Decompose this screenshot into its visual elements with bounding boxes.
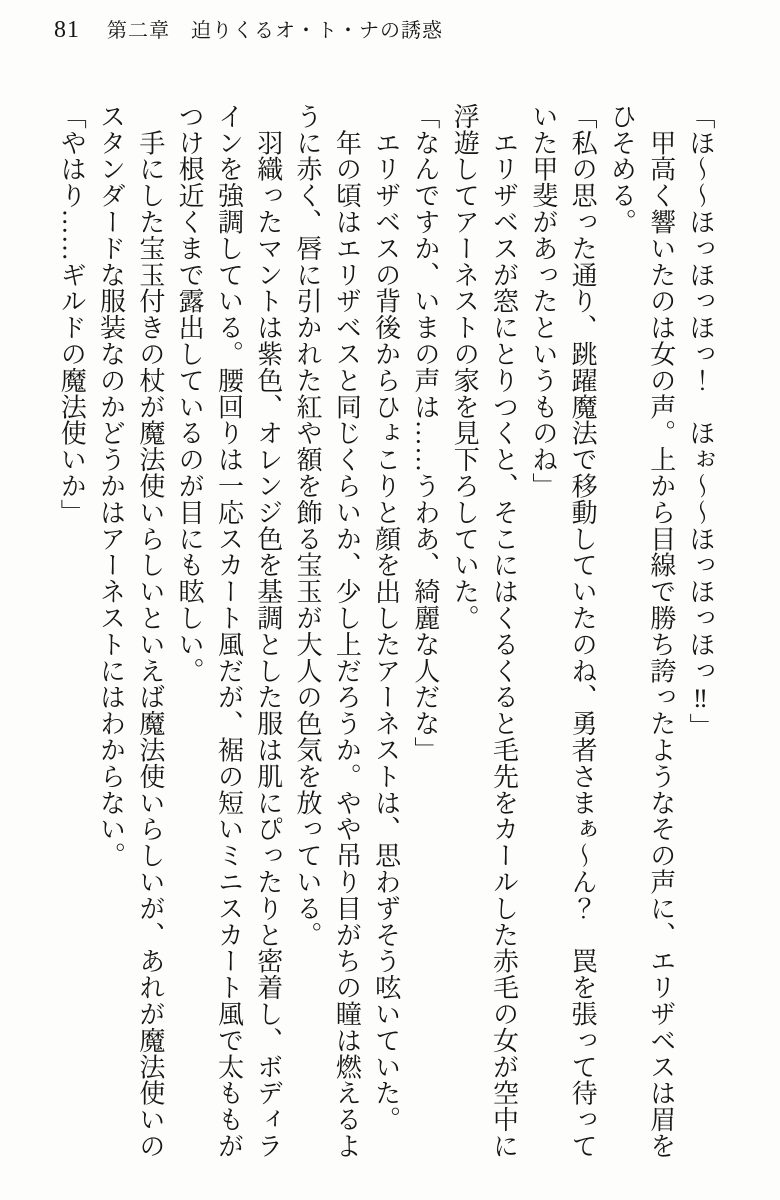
body-text	[52, 103, 720, 1163]
text-line: 「私の思った通り、跳躍魔法で移動していたのね、勇者さまぁ〜ん？ 罠を張って待って	[568, 103, 598, 1159]
text-line: エリザベスが窓にとりつくと、そこにはくるくると毛先をカールした赤毛の女が空中に	[489, 103, 519, 1159]
text-line: 年の頃はエリザベスと同じくらいか、少し上だろうか。やや吊り目がちの瞳は燃えるよ	[332, 103, 362, 1159]
text-line: いた甲斐があったというものね」	[528, 103, 558, 499]
text-line: 甲高く響いたのは女の声。上から目線で勝ち誇ったようなその声に、エリザベスは眉を	[646, 103, 676, 1159]
chapter-title: 第二章 迫りくるオ・ト・ナの誘惑	[107, 20, 443, 42]
text-line: 手にした宝玉付きの杖が魔法使いらしいといえば魔法使いらしいが、あれが魔法使いの	[135, 103, 165, 1159]
text-line: エリザベスの背後からひょこりと顔を出したアーネストは、思わずそう呟いていた。	[371, 103, 401, 1133]
text-line: つけ根近くまで露出しているのが目にも眩しい。	[175, 103, 205, 684]
text-line: ひそめる。	[607, 103, 637, 235]
text-line: 「ほ〜〜ほっほっほっ！ ほぉ〜〜ほっほっほっ‼」	[686, 103, 715, 740]
text-line: 浮遊してアーネストの家を見下ろしていた。	[450, 103, 480, 631]
text-line: 「なんですか、いまの声は……うわあ、綺麗な人だな」	[410, 103, 440, 763]
text-line: 羽織ったマントは紫色、オレンジ色を基調とした服は肌にぴったりと密着し、ボディラ	[253, 103, 283, 1159]
text-line: インを強調している。腰回りは一応スカート風だが、裾の短いミニスカート風で太ももが	[214, 103, 244, 1159]
text-line: スタンダードな服装なのかどうかはアーネストにはわからない。	[96, 103, 126, 869]
page-number: 81	[54, 17, 80, 43]
text-line: 「やはり……ギルドの魔法使いか」	[57, 103, 87, 526]
page-header	[54, 14, 443, 44]
text-line: うに赤く、唇に引かれた紅や額を飾る宝玉が大人の色気を放っている。	[293, 103, 323, 948]
